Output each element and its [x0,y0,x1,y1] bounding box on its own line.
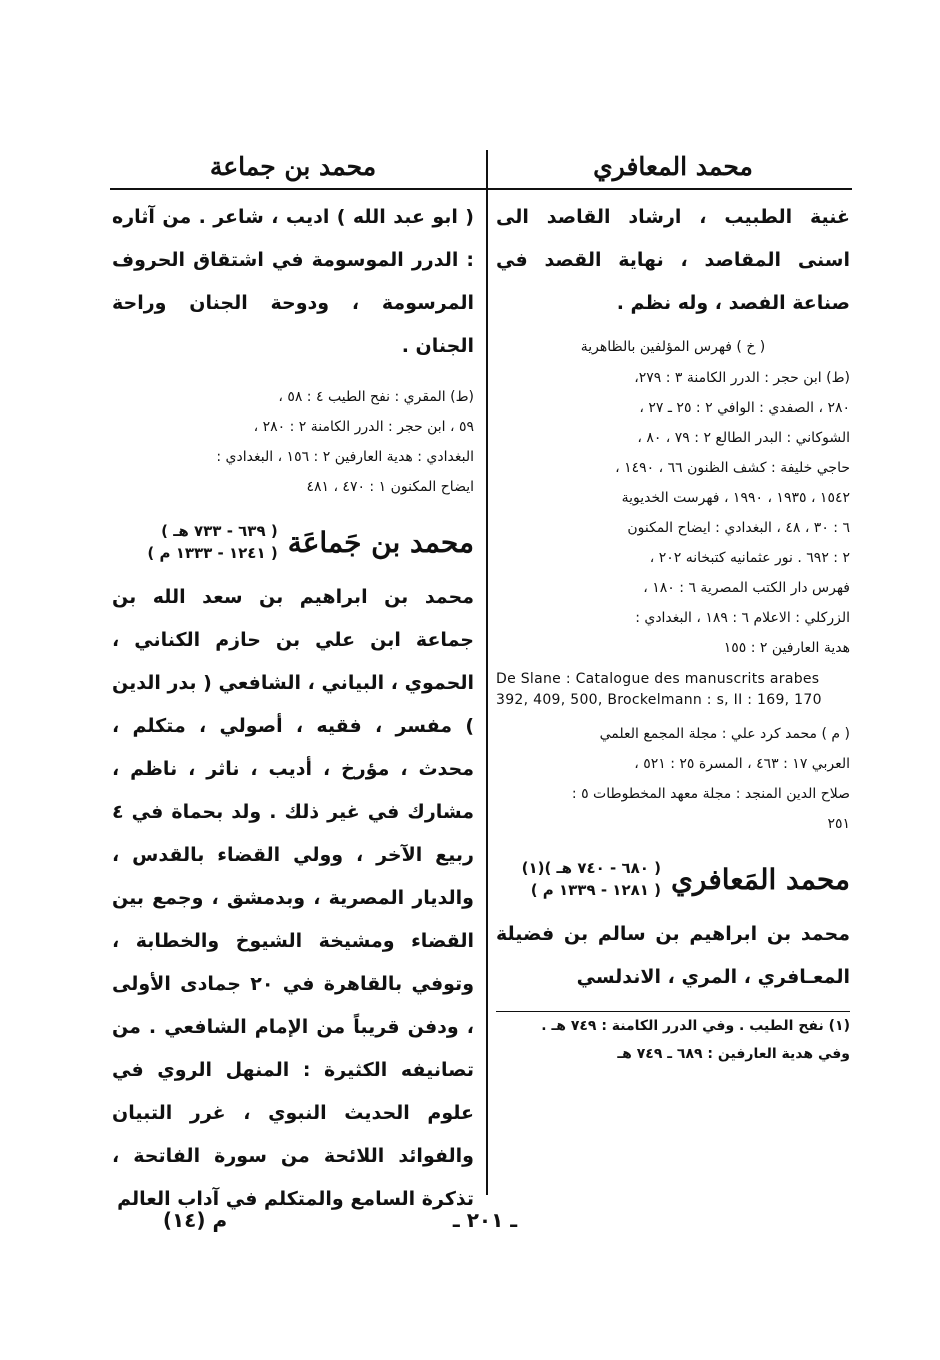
right-column [496,150,850,1068]
left-continued-text: ( ابو عبد الله ) اديب ، شاعر . من آثاره : الدرر الموسومة في اشتقاق الحروف المرسومة ، ودوحة الجنان وراحة الجنان . [112,206,474,357]
entry-dates [522,857,661,901]
gregorian-dates: ( ١٢٨١ - ١٣٣٩ م ) [530,881,661,899]
hijri-dates: ( ٦٣٩ - ٧٣٣ هـ ) [161,522,278,540]
periodical-references [496,719,850,839]
bib-line: ايضاح المكنون ١ : ٤٧٠ ، ٤٨١ [306,479,474,495]
bib-line: الزركلي : الاعلام ٦ : ١٨٩ ، البغدادي : [635,610,850,626]
right-bibliography [496,363,850,663]
manuscript-source: ( خ ) فهرس المؤلفين بالظاهرية [580,339,766,355]
periodical-line: ( م ) محمد كرد علي : مجلة المجمع العلمي [599,726,850,742]
signature-mark: م (١٤) [162,1208,228,1232]
bib-line: الشوكاني : البدر الطالع ٢ : ٧٩ ، ٨٠ ، [637,430,850,446]
footnote-line: وفي هدية العارفين : ٦٨٩ ـ ٧٤٩ هـ [617,1046,850,1062]
entry-dates [147,520,277,564]
latin-reference: De Slane : Catalogue des manuscrits arabes 392, 409, 500, Brockelmann : s, II : 169, 170 [496,671,822,708]
entry-heading-ibn-jamaa [112,520,474,564]
entry-text-maafiri: محمد بن ابراهيم بن سالم بن فضيلة المعـافري ، المري ، الاندلسي [496,923,850,988]
bib-line: ٦ : ٣٠ ، ٤٨ ، البغدادي : ايضاح المكنون [627,520,850,536]
bib-line: (ط) ابن حجر : الدرر الكامنة ٣ : ٢٧٩، [634,370,850,386]
bib-line: (ط) المقري : نفح الطيب ٤ : ٥٨ ، [278,389,474,405]
left-column [112,150,474,1221]
right-continued-text: غنية الطبيب ، ارشاد القاصد الى اسنى المقاصد ، نهاية القصد في صناعة الفصد ، وله نظم . [496,206,850,314]
footnote-line: (١) نفح الطيب . وفي الدرر الكامنة : ٧٤٩ هـ . [541,1018,850,1034]
bib-line: البغدادي : هدية العارفين ٢ : ١٥٦ ، البغدادي : [216,449,474,465]
periodical-line: العربي ١٧ : ٤٦٣ ، المسرة ٢٥ : ٥٢١ ، [634,756,850,772]
periodical-line: ٢٥١ [827,816,850,832]
gregorian-dates: ( ١٢٤١ - ١٣٣٣ م ) [147,544,278,562]
right-running-head: محمد المعافري [593,152,753,181]
hijri-dates: ( ٦٨٠ - ٧٤٠ هـ )(١) [521,859,661,877]
column-divider [486,150,488,1195]
bib-line: ٢٨٠ ، الصفدي : الوافي ٢ : ٢٥ ـ ٢٧ ، [639,400,850,416]
bib-line: ١٥٤٢ ، ١٩٣٥ ، ١٩٩٠ ، فهرست الخديوية [621,490,850,506]
bib-line: ٢ : ٦٩٢ . نور عثمانيه كتبخانه ٢٠٢ ، [649,550,850,566]
left-bibliography [112,382,474,502]
bib-line: حاجي خليفة : كشف الظنون ٦٦ ، ١٤٩٠ ، [615,460,850,476]
entry-text-ibn-jamaa: محمد بن ابراهيم بن سعد الله بن جماعة ابن علي بن حازم الكناني ، الحموي ، البياني ، الشافعي ( بدر الدين ) مفسر ، فقيه ، أصولي ، متكلم ، محدث ، مؤرخ ، أديب ، ناثر ، ناظم ، مشارك في غير ذلك . ولد بحماة في ٤ ربيع الآخر ، وولي القضاء بالقدس ، والديار المصرية ، وبدمشق ، وجمع بين القضاء ومشيخة الشيوخ والخطابة ، وتوفي بالقاهرة في ٢٠ جمادى الأولى ، ودفن قريباً من الإمام الشافعي . من تصانيفه الكثيرة : المنهل الروي في علوم الحديث النبوي ، غرر التبيان والفوائد اللائحة من سورة الفاتحة ، تذكرة السامع والمتكلم في آداب العالم [112,586,474,1210]
periodical-line: صلاح الدين المنجد : مجلة معهد المخطوطات ٥ : [571,786,850,802]
footnotes [496,1012,850,1068]
spacer [112,368,474,382]
left-running-head: محمد بن جماعة [209,152,377,181]
entry-name: محمد المَعافري [671,862,850,896]
bib-line: هدية العارفين ٢ : ١٥٥ [723,640,850,656]
entry-name: محمد بن جَماعَة [287,525,474,559]
page-number: ـ ٢٠١ ـ [452,1208,518,1232]
bib-line: ٥٩ ، ابن حجر : الدرر الكامنة ٢ : ٢٨٠ ، [253,419,474,435]
entry-heading-maafiri [496,857,850,901]
page-footer [0,1208,940,1242]
bib-line: فهرس دار الكتب المصرية ٦ : ١٨٠ ، [643,580,850,596]
